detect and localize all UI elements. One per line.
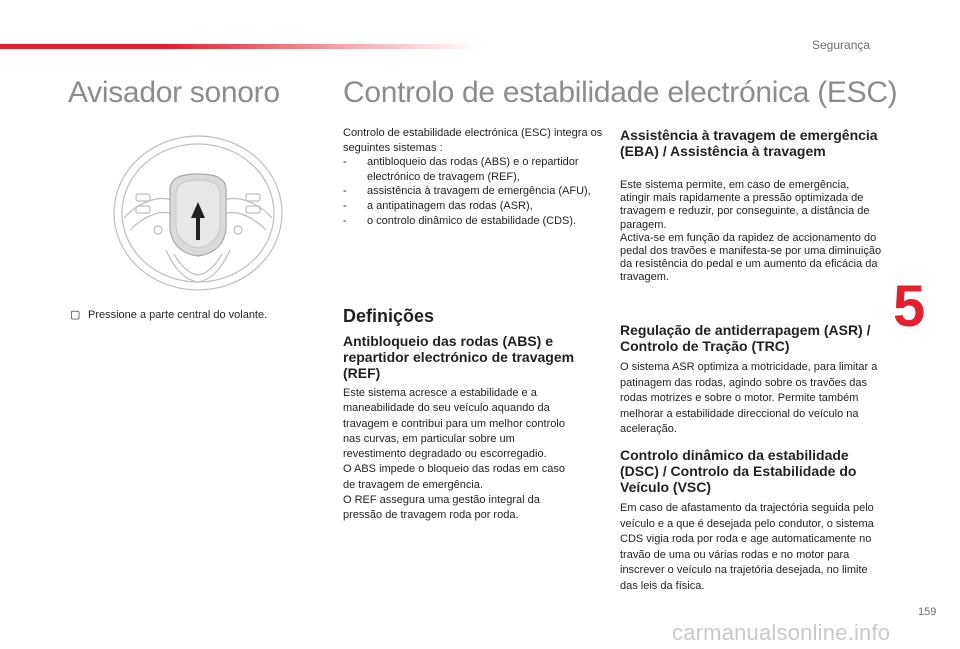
abs-text-2: O ABS impede o bloqueio das rodas em caso de travagem de emergência.: [343, 463, 565, 491]
definitions-heading: Definições: [343, 306, 435, 326]
abs-text-3: O REF assegura uma gestão integral da pressão de travagem roda por roda.: [343, 494, 540, 522]
list-item: - antibloqueio das rodas (ABS) e o repartidor electrónico de travagem (REF),: [343, 156, 579, 183]
check-box-icon: ▢: [70, 309, 81, 321]
steering-wheel-illustration: [110, 130, 286, 292]
list-item: - a antipatinagem das rodas (ASR),: [343, 199, 533, 212]
esc-intro: Controlo de estabilidade electrónica (ESC) integra os seguintes sistemas :: [343, 127, 603, 154]
abs-text-1: Este sistema acresce a estabilidade e a maneabilidade do seu veículo aquando da travagem e contribui para um melhor controlo nas curvas, em particular sobre um revestimento degradado ou escorregadio.: [343, 387, 565, 461]
eba-text-block: [620, 179, 882, 285]
chapter-number: 5: [893, 274, 926, 339]
list-item: - o controlo dinâmico de estabilidade (CDS).: [343, 214, 577, 227]
header-accent-bar: [0, 44, 480, 49]
watermark: carmanualsonline.info: [672, 620, 891, 645]
esc-title: Controlo de estabilidade electrónica (ESC): [343, 76, 898, 109]
asr-heading: Regulação de antiderrapagem (ASR) / Controlo de Tração (TRC): [620, 322, 871, 354]
esc-intro-block: [343, 126, 605, 228]
dsc-heading: Controlo dinâmico da estabilidade (DSC) / Controlo da Estabilidade do Veículo (VSC): [620, 447, 857, 495]
horn-title: Avisador sonoro: [68, 76, 280, 109]
section-name: Segurança: [812, 38, 871, 52]
esc-systems-list: [343, 155, 605, 228]
abs-text-block: [343, 386, 575, 524]
page-number: 159: [918, 606, 937, 618]
eba-text-2: Activa-se em função da rapidez de accionamento do pedal dos travões e manifesta-se por uma diminuição da resistência do pedal e um aumento da eficácia da travagem.: [620, 231, 882, 284]
abs-heading: Antibloqueio das rodas (ABS) e repartidor electrónico de travagem (REF): [343, 333, 575, 381]
eba-text-1: Este sistema permite, em caso de emergência, atingir mais rapidamente a pressão optimizada de travagem e reduzir, por conseguinte, a distância de paragem.: [620, 179, 870, 231]
asr-text: O sistema ASR optimiza a motricidade, para limitar a patinagem das rodas, agindo sobre os travões das rodas motrizes e sobre o motor. Permite também melhorar a estabilidade direccional do veículo na aceleração.: [620, 361, 878, 436]
list-item: - assistência à travagem de emergência (AFU),: [343, 185, 591, 198]
dsc-text: Em caso de afastamento da trajectória seguida pelo veículo e a que é desejada pelo condutor, o sistema CDS vigia roda por roda e age automaticamente no travão de uma ou várias rodas e no motor para inscrever o veículo na trajetória desejada, no limite das leis da física.: [620, 502, 874, 592]
horn-instruction-text: Pressione a parte central do volante.: [88, 309, 268, 321]
horn-instruction: [70, 308, 267, 321]
eba-heading: Assistência à travagem de emergência (EBA) / Assistência à travagem: [620, 127, 878, 159]
